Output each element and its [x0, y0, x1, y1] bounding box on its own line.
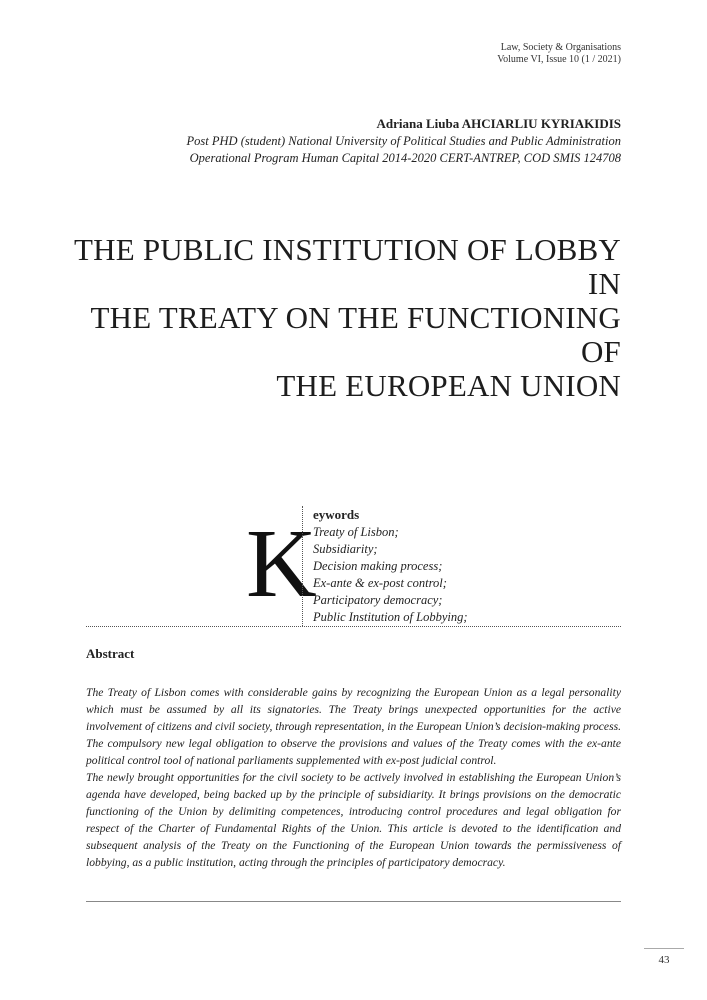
journal-issue: Volume VI, Issue 10 (1 / 2021) — [497, 54, 621, 65]
keyword-item: Treaty of Lisbon; — [313, 525, 399, 539]
keywords-drop-cap: K — [246, 510, 317, 618]
journal-name: Law, Society & Organisations — [500, 42, 621, 53]
author-block — [61, 115, 621, 167]
page-number-rule — [644, 948, 684, 949]
author-name: Adriana Liuba AHCIARLIU KYRIAKIDIS — [376, 116, 621, 131]
title-line-3: THE EUROPEAN UNION — [276, 368, 621, 403]
keyword-item: Public Institution of Lobbying; — [313, 610, 468, 624]
keyword-item: Ex-ante & ex-post control; — [313, 576, 447, 590]
article-title — [61, 233, 621, 403]
keywords-heading: eywords — [313, 507, 360, 522]
author-affiliation-1: Post PHD (student) National University of Political Studies and Public Administration — [186, 134, 621, 148]
abstract-body — [86, 684, 621, 871]
abstract-heading: Abstract — [86, 646, 135, 661]
keywords-divider — [86, 626, 621, 627]
keyword-item: Subsidiarity; — [313, 542, 378, 556]
author-affiliation-2: Operational Program Human Capital 2014-2020 CERT-ANTREP, COD SMIS 124708 — [189, 151, 621, 165]
page-number: 43 — [658, 954, 670, 966]
abstract-paragraph-2: The newly brought opportunities for the civil society to be actively involved in establishing the European Union’s agenda have developed, being backed up by the principle of subsidiarity. It brings provisions on the democratic functioning of the Union by delimiting competences, introducing control procedures and legal obligation for respect of the Charter of Fundamental Rights of the Union. This article is devoted to the identification and subsequent analysis of the Treaty on the Functioning of the European Union towards the permissiveness of lobbying, as a public institution, acting through the principles of participatory democracy. — [86, 771, 621, 869]
abstract-bottom-divider — [86, 901, 621, 902]
keyword-item: Participatory democracy; — [313, 593, 443, 607]
keyword-item: Decision making process; — [313, 559, 443, 573]
journal-header — [497, 42, 621, 66]
title-line-2: THE TREATY ON THE FUNCTIONING OF — [90, 300, 621, 369]
abstract-paragraph-1: The Treaty of Lisbon comes with considerable gains by recognizing the European Union as a legal personality which must be assumed by all its signatories. The Treaty brings unexpected opportunities for the active involvement of citizens and civil society, through representation, in the European Union’s decision-making process. The compulsory new legal obligation to observe the provisions and values of the Treaty comes with the ex-ante political control tool of national parliaments supplemented with ex-post judicial control. — [86, 686, 621, 767]
keywords-block — [302, 506, 468, 626]
title-line-1: THE PUBLIC INSTITUTION OF LOBBY IN — [74, 232, 621, 301]
